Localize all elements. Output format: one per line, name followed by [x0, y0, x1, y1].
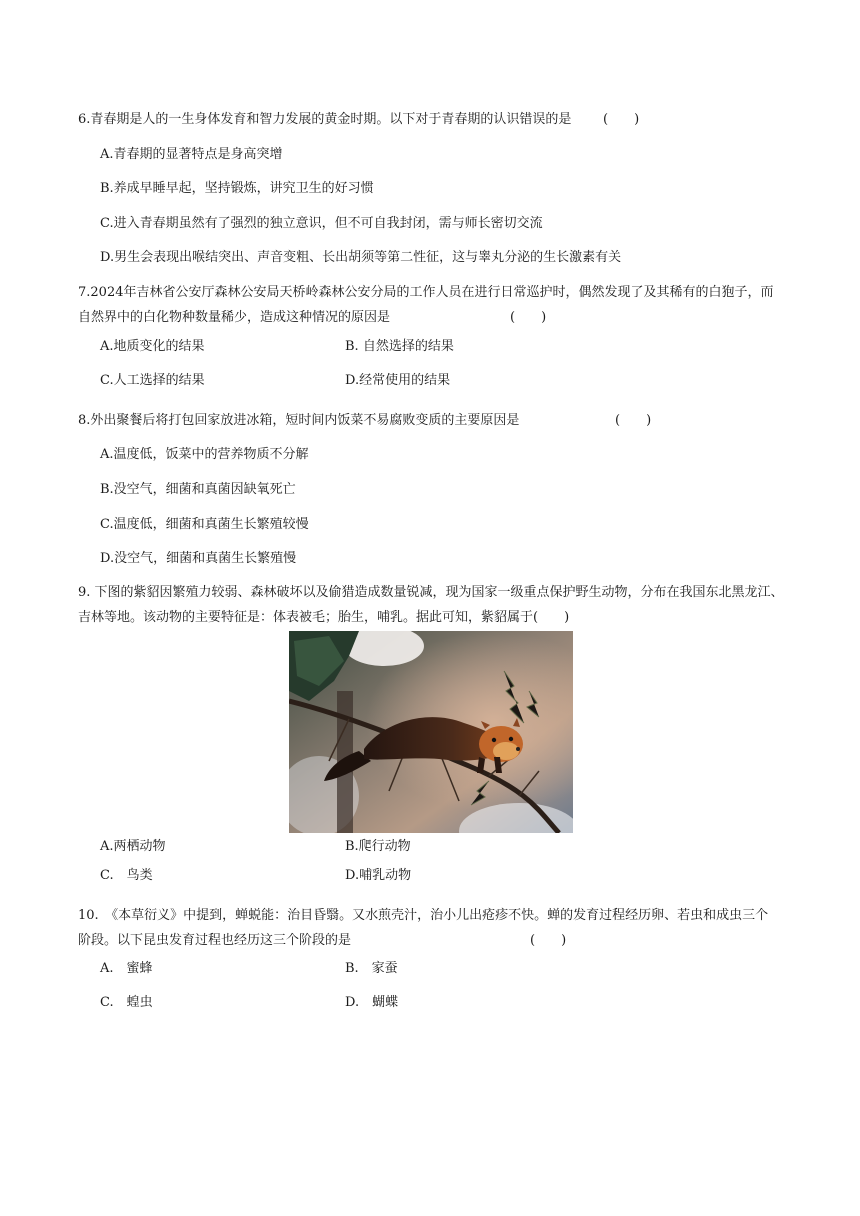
q10-option-d: D. 蝴蝶	[345, 995, 399, 1010]
q7-stem-line-2: 自然界中的白化物种数量稀少，造成这种情况的原因是	[78, 310, 391, 325]
q8-option-c: C.温度低，细菌和真菌生长繁殖较慢	[100, 517, 309, 532]
q7-option-a: A.地质变化的结果	[100, 339, 205, 354]
q8-option-b: B.没空气，细菌和真菌因缺氧死亡	[100, 482, 296, 497]
q9-option-a: A.两栖动物	[100, 839, 166, 854]
q9-option-c: C. 鸟类	[100, 868, 153, 883]
sable-photo	[289, 631, 573, 833]
q7-option-d: D.经常使用的结果	[345, 373, 451, 388]
q8-answer-paren: ( )	[615, 413, 652, 428]
q8-option-a: A.温度低，饭菜中的营养物质不分解	[100, 447, 309, 462]
q9-option-d: D.哺乳动物	[345, 868, 412, 883]
q7-stem-line-1: 7.2024年吉林省公安厅森林公安局天桥岭森林公安分局的工作人员在进行日常巡护时，偶然发现了及其稀有的白狍子，而	[78, 285, 774, 300]
q9-option-b: B.爬行动物	[345, 839, 411, 854]
q6-option-c: C.进入青春期虽然有了强烈的独立意识，但不可自我封闭，需与师长密切交流	[100, 216, 543, 231]
q8-option-d: D.没空气，细菌和真菌生长繁殖慢	[100, 551, 297, 566]
q6-option-a: A.青春期的显著特点是身高突增	[100, 147, 283, 162]
q10-option-a: A. 蜜蜂	[100, 961, 153, 976]
q7-option-c: C.人工选择的结果	[100, 373, 205, 388]
q7-answer-paren: ( )	[510, 310, 547, 325]
q10-stem-line-1: 10. 《本草衍义》中提到，蝉蜕能：治目昏翳。又水煎壳汁，治小儿出疮疹不快。蝉的发育过程经历卵、若虫和成虫三个	[78, 908, 769, 923]
q8-stem: 8.外出聚餐后将打包回家放进冰箱，短时间内饭菜不易腐败变质的主要原因是	[78, 413, 520, 428]
q7-option-b: B. 自然选择的结果	[345, 339, 454, 354]
q10-answer-paren: ( )	[530, 933, 567, 948]
q6-stem: 6.青春期是人的一生身体发育和智力发展的黄金时期。以下对于青春期的认识错误的是	[78, 112, 572, 127]
q9-stem-line-1: 9. 下图的紫貂因繁殖力较弱、森林破坏以及偷猎造成数量锐减，现为国家一级重点保护野生动物，分布在我国东北黑龙江、	[78, 585, 784, 600]
q6-answer-paren: ( )	[603, 112, 640, 127]
q6-option-b: B.养成早睡早起，坚持锻炼，讲究卫生的好习惯	[100, 181, 374, 196]
q10-stem-line-2: 阶段。以下昆虫发育过程也经历这三个阶段的是	[78, 933, 352, 948]
q10-option-b: B. 家蚕	[345, 961, 398, 976]
q10-option-c: C. 蝗虫	[100, 995, 153, 1010]
q6-option-d: D.男生会表现出喉结突出、声音变粗、长出胡须等第二性征，这与睾丸分泌的生长激素有关	[100, 250, 622, 265]
q9-stem-line-2: 吉林等地。该动物的主要特征是：体表被毛；胎生，哺乳。据此可知，紫貂属于( )	[78, 610, 570, 625]
